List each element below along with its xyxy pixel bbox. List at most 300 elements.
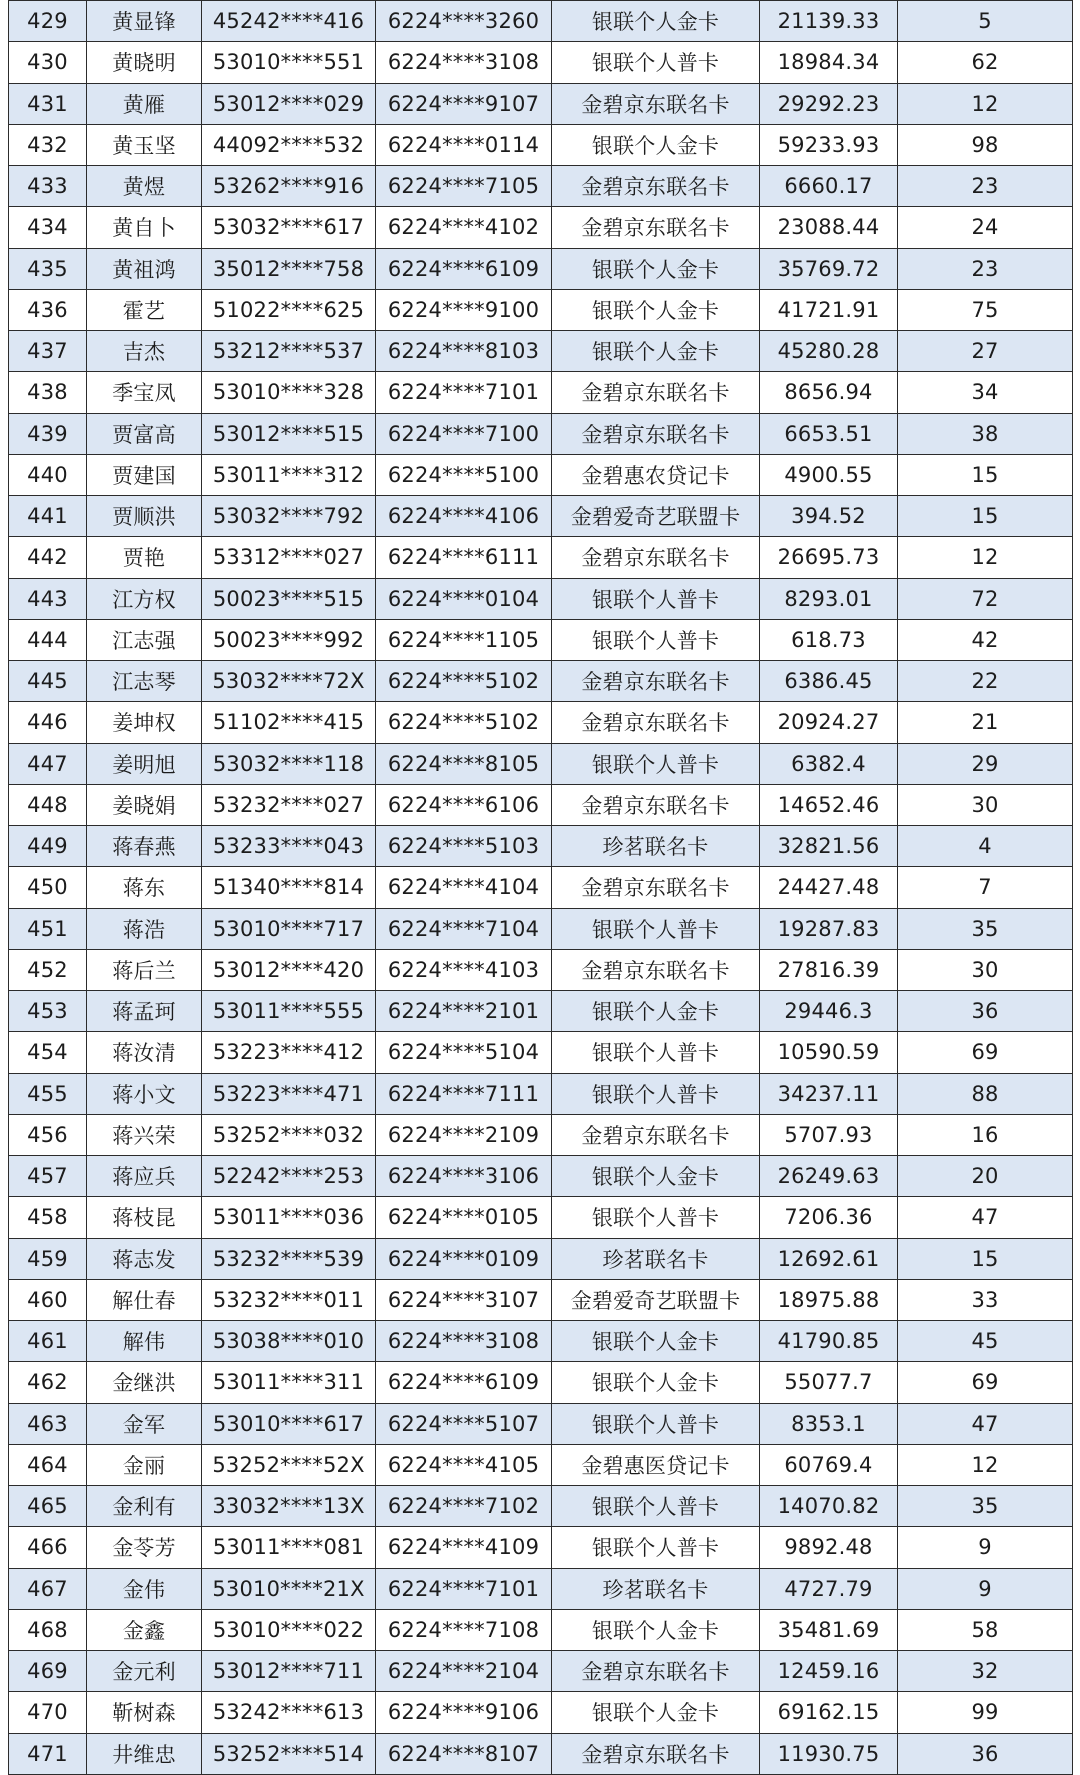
card-type-cell: 金碧京东联名卡 [552,207,760,248]
amount-cell: 7206.36 [760,1197,898,1238]
id-number-cell: 53010****617 [202,1403,376,1444]
id-number-cell: 53232****027 [202,784,376,825]
row-number-cell: 466 [9,1527,87,1568]
count-cell: 30 [898,949,1073,990]
table-row [9,578,1073,619]
row-number-cell: 469 [9,1651,87,1692]
id-number-cell: 53252****52X [202,1444,376,1485]
table-row [9,1486,1073,1527]
row-number-cell: 455 [9,1073,87,1114]
card-number-cell: 6224****0114 [376,124,552,165]
card-number-cell: 6224****4105 [376,1444,552,1485]
card-number-cell: 6224****5100 [376,454,552,495]
table-row [9,1321,1073,1362]
card-type-cell: 银联个人普卡 [552,1486,760,1527]
id-number-cell: 53011****081 [202,1527,376,1568]
table-row [9,1609,1073,1650]
table-row [9,496,1073,537]
id-number-cell: 33032****13X [202,1486,376,1527]
table-row [9,372,1073,413]
table-row [9,1197,1073,1238]
holder-name-cell: 蒋兴荣 [87,1114,202,1155]
amount-cell: 60769.4 [760,1444,898,1485]
amount-cell: 34237.11 [760,1073,898,1114]
count-cell: 47 [898,1197,1073,1238]
table-row [9,784,1073,825]
card-type-cell: 银联个人普卡 [552,1527,760,1568]
card-number-cell: 6224****3106 [376,1156,552,1197]
holder-name-cell: 蒋小文 [87,1073,202,1114]
holder-name-cell: 蒋后兰 [87,949,202,990]
card-number-cell: 6224****6109 [376,1362,552,1403]
id-number-cell: 53032****118 [202,743,376,784]
id-number-cell: 50023****515 [202,578,376,619]
table-row [9,867,1073,908]
amount-cell: 26249.63 [760,1156,898,1197]
row-number-cell: 441 [9,496,87,537]
amount-cell: 26695.73 [760,537,898,578]
row-number-cell: 450 [9,867,87,908]
card-number-cell: 6224****2109 [376,1114,552,1155]
holder-name-cell: 金丽 [87,1444,202,1485]
amount-cell: 6653.51 [760,413,898,454]
count-cell: 24 [898,207,1073,248]
amount-cell: 618.73 [760,619,898,660]
id-number-cell: 50023****992 [202,619,376,660]
id-number-cell: 53212****537 [202,331,376,372]
amount-cell: 23088.44 [760,207,898,248]
card-number-cell: 6224****4104 [376,867,552,908]
card-number-cell: 6224****5107 [376,1403,552,1444]
card-type-cell: 珍茗联名卡 [552,1568,760,1609]
holder-name-cell: 金元利 [87,1651,202,1692]
table-row [9,908,1073,949]
row-number-cell: 440 [9,454,87,495]
card-type-cell: 金碧京东联名卡 [552,949,760,990]
table-row [9,1527,1073,1568]
card-number-cell: 6224****2104 [376,1651,552,1692]
count-cell: 4 [898,826,1073,867]
holder-name-cell: 金利有 [87,1486,202,1527]
card-type-cell: 金碧爱奇艺联盟卡 [552,496,760,537]
count-cell: 38 [898,413,1073,454]
id-number-cell: 53223****412 [202,1032,376,1073]
id-number-cell: 53011****311 [202,1362,376,1403]
row-number-cell: 457 [9,1156,87,1197]
card-number-cell: 6224****7101 [376,372,552,413]
id-number-cell: 53010****21X [202,1568,376,1609]
table-row [9,1,1073,42]
row-number-cell: 444 [9,619,87,660]
row-number-cell: 429 [9,1,87,42]
holder-name-cell: 姜晓娟 [87,784,202,825]
card-number-cell: 6224****0109 [376,1238,552,1279]
count-cell: 9 [898,1568,1073,1609]
row-number-cell: 448 [9,784,87,825]
count-cell: 27 [898,331,1073,372]
amount-cell: 45280.28 [760,331,898,372]
id-number-cell: 53232****011 [202,1279,376,1320]
card-number-cell: 6224****1105 [376,619,552,660]
row-number-cell: 449 [9,826,87,867]
count-cell: 45 [898,1321,1073,1362]
id-number-cell: 53232****539 [202,1238,376,1279]
holder-name-cell: 蒋东 [87,867,202,908]
count-cell: 33 [898,1279,1073,1320]
card-type-cell: 银联个人金卡 [552,1321,760,1362]
holder-name-cell: 金鑫 [87,1609,202,1650]
row-number-cell: 462 [9,1362,87,1403]
count-cell: 30 [898,784,1073,825]
holder-name-cell: 金伟 [87,1568,202,1609]
amount-cell: 20924.27 [760,702,898,743]
card-type-cell: 银联个人普卡 [552,578,760,619]
count-cell: 12 [898,1444,1073,1485]
holder-name-cell: 黄显锋 [87,1,202,42]
holder-name-cell: 蒋浩 [87,908,202,949]
amount-cell: 21139.33 [760,1,898,42]
row-number-cell: 437 [9,331,87,372]
amount-cell: 12692.61 [760,1238,898,1279]
card-number-cell: 6224****0104 [376,578,552,619]
holder-name-cell: 黄雁 [87,83,202,124]
row-number-cell: 452 [9,949,87,990]
row-number-cell: 434 [9,207,87,248]
count-cell: 75 [898,289,1073,330]
amount-cell: 69162.15 [760,1692,898,1733]
amount-cell: 35481.69 [760,1609,898,1650]
card-number-cell: 6224****9100 [376,289,552,330]
amount-cell: 10590.59 [760,1032,898,1073]
id-number-cell: 53032****792 [202,496,376,537]
card-number-cell: 6224****7104 [376,908,552,949]
card-type-cell: 银联个人金卡 [552,124,760,165]
row-number-cell: 456 [9,1114,87,1155]
table-row [9,619,1073,660]
id-number-cell: 53032****617 [202,207,376,248]
row-number-cell: 435 [9,248,87,289]
holder-name-cell: 贾建国 [87,454,202,495]
card-type-cell: 金碧京东联名卡 [552,867,760,908]
holder-name-cell: 靳树森 [87,1692,202,1733]
table-row [9,1403,1073,1444]
row-number-cell: 463 [9,1403,87,1444]
table-row [9,83,1073,124]
amount-cell: 8353.1 [760,1403,898,1444]
row-number-cell: 439 [9,413,87,454]
row-number-cell: 453 [9,991,87,1032]
table-row [9,991,1073,1032]
row-number-cell: 442 [9,537,87,578]
card-number-cell: 6224****7111 [376,1073,552,1114]
table-body [9,1,1073,1775]
card-number-cell: 6224****5103 [376,826,552,867]
card-number-cell: 6224****4103 [376,949,552,990]
amount-cell: 8656.94 [760,372,898,413]
holder-name-cell: 金苓芳 [87,1527,202,1568]
table-row [9,1651,1073,1692]
row-number-cell: 461 [9,1321,87,1362]
id-number-cell: 52242****253 [202,1156,376,1197]
count-cell: 20 [898,1156,1073,1197]
id-number-cell: 53223****471 [202,1073,376,1114]
count-cell: 9 [898,1527,1073,1568]
holder-name-cell: 江志琴 [87,661,202,702]
id-number-cell: 51340****814 [202,867,376,908]
count-cell: 23 [898,248,1073,289]
amount-cell: 29446.3 [760,991,898,1032]
count-cell: 12 [898,537,1073,578]
row-number-cell: 451 [9,908,87,949]
card-type-cell: 金碧京东联名卡 [552,537,760,578]
card-type-cell: 银联个人金卡 [552,1156,760,1197]
row-number-cell: 467 [9,1568,87,1609]
card-type-cell: 金碧京东联名卡 [552,1114,760,1155]
holder-name-cell: 贾顺洪 [87,496,202,537]
card-type-cell: 银联个人普卡 [552,1403,760,1444]
amount-cell: 6382.4 [760,743,898,784]
holder-name-cell: 吉杰 [87,331,202,372]
card-type-cell: 金碧京东联名卡 [552,661,760,702]
holder-name-cell: 蒋枝昆 [87,1197,202,1238]
id-number-cell: 53233****043 [202,826,376,867]
amount-cell: 5707.93 [760,1114,898,1155]
card-type-cell: 银联个人普卡 [552,42,760,83]
card-type-cell: 银联个人金卡 [552,1362,760,1403]
amount-cell: 394.52 [760,496,898,537]
id-number-cell: 45242****416 [202,1,376,42]
count-cell: 35 [898,1486,1073,1527]
table-row [9,248,1073,289]
count-cell: 88 [898,1073,1073,1114]
table-row [9,1279,1073,1320]
row-number-cell: 447 [9,743,87,784]
amount-cell: 4727.79 [760,1568,898,1609]
count-cell: 16 [898,1114,1073,1155]
holder-name-cell: 黄祖鸿 [87,248,202,289]
holder-name-cell: 蒋志发 [87,1238,202,1279]
row-number-cell: 436 [9,289,87,330]
card-number-cell: 6224****5102 [376,661,552,702]
count-cell: 47 [898,1403,1073,1444]
card-type-cell: 银联个人金卡 [552,289,760,330]
card-number-cell: 6224****7108 [376,1609,552,1650]
card-type-cell: 银联个人普卡 [552,619,760,660]
card-type-cell: 银联个人金卡 [552,331,760,372]
row-number-cell: 460 [9,1279,87,1320]
table-row [9,1032,1073,1073]
id-number-cell: 53010****717 [202,908,376,949]
amount-cell: 59233.93 [760,124,898,165]
card-number-cell: 6224****8105 [376,743,552,784]
table-row [9,661,1073,702]
table-row [9,331,1073,372]
amount-cell: 8293.01 [760,578,898,619]
amount-cell: 4900.55 [760,454,898,495]
card-number-cell: 6224****5102 [376,702,552,743]
amount-cell: 6386.45 [760,661,898,702]
card-type-cell: 金碧京东联名卡 [552,413,760,454]
card-type-cell: 银联个人普卡 [552,1032,760,1073]
row-number-cell: 471 [9,1733,87,1774]
card-number-cell: 6224****7105 [376,166,552,207]
card-type-cell: 银联个人普卡 [552,1197,760,1238]
card-number-cell: 6224****3108 [376,42,552,83]
count-cell: 72 [898,578,1073,619]
card-type-cell: 金碧京东联名卡 [552,702,760,743]
count-cell: 15 [898,1238,1073,1279]
id-number-cell: 53012****420 [202,949,376,990]
id-number-cell: 53011****036 [202,1197,376,1238]
amount-cell: 24427.48 [760,867,898,908]
card-holder-table [8,0,1073,1775]
card-type-cell: 银联个人金卡 [552,991,760,1032]
amount-cell: 29292.23 [760,83,898,124]
count-cell: 15 [898,496,1073,537]
row-number-cell: 445 [9,661,87,702]
count-cell: 32 [898,1651,1073,1692]
id-number-cell: 53242****613 [202,1692,376,1733]
card-number-cell: 6224****3108 [376,1321,552,1362]
table-row [9,537,1073,578]
card-number-cell: 6224****7101 [376,1568,552,1609]
count-cell: 69 [898,1032,1073,1073]
id-number-cell: 53010****022 [202,1609,376,1650]
holder-name-cell: 金军 [87,1403,202,1444]
holder-name-cell: 霍艺 [87,289,202,330]
table-row [9,124,1073,165]
card-type-cell: 银联个人普卡 [552,743,760,784]
holder-name-cell: 黄晓明 [87,42,202,83]
table-row [9,207,1073,248]
holder-name-cell: 姜坤权 [87,702,202,743]
table-row [9,949,1073,990]
row-number-cell: 446 [9,702,87,743]
card-number-cell: 6224****2101 [376,991,552,1032]
holder-name-cell: 贾艳 [87,537,202,578]
card-type-cell: 金碧京东联名卡 [552,1733,760,1774]
card-number-cell: 6224****6111 [376,537,552,578]
card-number-cell: 6224****9106 [376,1692,552,1733]
card-number-cell: 6224****8103 [376,331,552,372]
count-cell: 35 [898,908,1073,949]
table-row [9,702,1073,743]
amount-cell: 41790.85 [760,1321,898,1362]
table-row [9,42,1073,83]
row-number-cell: 465 [9,1486,87,1527]
amount-cell: 18975.88 [760,1279,898,1320]
holder-name-cell: 蒋孟珂 [87,991,202,1032]
table-row [9,1444,1073,1485]
card-number-cell: 6224****7100 [376,413,552,454]
row-number-cell: 430 [9,42,87,83]
count-cell: 58 [898,1609,1073,1650]
amount-cell: 18984.34 [760,42,898,83]
row-number-cell: 459 [9,1238,87,1279]
row-number-cell: 443 [9,578,87,619]
holder-name-cell: 季宝凤 [87,372,202,413]
card-type-cell: 金碧京东联名卡 [552,166,760,207]
count-cell: 22 [898,661,1073,702]
count-cell: 36 [898,991,1073,1032]
table-row [9,1238,1073,1279]
card-type-cell: 金碧惠医贷记卡 [552,1444,760,1485]
table-row [9,743,1073,784]
amount-cell: 19287.83 [760,908,898,949]
card-number-cell: 6224****4106 [376,496,552,537]
card-type-cell: 银联个人普卡 [552,908,760,949]
card-type-cell: 银联个人金卡 [552,248,760,289]
id-number-cell: 53012****711 [202,1651,376,1692]
table-row [9,454,1073,495]
table-row [9,1156,1073,1197]
table-row [9,289,1073,330]
id-number-cell: 53032****72X [202,661,376,702]
card-number-cell: 6224****4102 [376,207,552,248]
holder-name-cell: 蒋春燕 [87,826,202,867]
id-number-cell: 44092****532 [202,124,376,165]
card-type-cell: 金碧京东联名卡 [552,372,760,413]
amount-cell: 41721.91 [760,289,898,330]
count-cell: 12 [898,83,1073,124]
id-number-cell: 51022****625 [202,289,376,330]
id-number-cell: 53312****027 [202,537,376,578]
id-number-cell: 53262****916 [202,166,376,207]
id-number-cell: 35012****758 [202,248,376,289]
holder-name-cell: 贾富高 [87,413,202,454]
card-type-cell: 珍茗联名卡 [552,1238,760,1279]
count-cell: 15 [898,454,1073,495]
card-number-cell: 6224****3107 [376,1279,552,1320]
card-type-cell: 金碧爱奇艺联盟卡 [552,1279,760,1320]
card-number-cell: 6224****6106 [376,784,552,825]
holder-name-cell: 解伟 [87,1321,202,1362]
id-number-cell: 53011****312 [202,454,376,495]
row-number-cell: 454 [9,1032,87,1073]
card-type-cell: 金碧惠农贷记卡 [552,454,760,495]
amount-cell: 6660.17 [760,166,898,207]
count-cell: 42 [898,619,1073,660]
row-number-cell: 431 [9,83,87,124]
holder-name-cell: 黄自卜 [87,207,202,248]
table-row [9,1568,1073,1609]
card-number-cell: 6224****4109 [376,1527,552,1568]
card-type-cell: 银联个人金卡 [552,1692,760,1733]
row-number-cell: 432 [9,124,87,165]
table-row [9,1114,1073,1155]
id-number-cell: 53252****514 [202,1733,376,1774]
card-type-cell: 银联个人金卡 [552,1609,760,1650]
id-number-cell: 53012****029 [202,83,376,124]
row-number-cell: 433 [9,166,87,207]
card-number-cell: 6224****5104 [376,1032,552,1073]
holder-name-cell: 江志强 [87,619,202,660]
amount-cell: 12459.16 [760,1651,898,1692]
holder-name-cell: 蒋汝清 [87,1032,202,1073]
count-cell: 34 [898,372,1073,413]
amount-cell: 27816.39 [760,949,898,990]
card-type-cell: 金碧京东联名卡 [552,83,760,124]
card-holder-table-sheet [8,0,1072,1775]
table-row [9,826,1073,867]
count-cell: 98 [898,124,1073,165]
holder-name-cell: 黄玉坚 [87,124,202,165]
table-row [9,413,1073,454]
table-row [9,1692,1073,1733]
id-number-cell: 53011****555 [202,991,376,1032]
holder-name-cell: 蒋应兵 [87,1156,202,1197]
card-number-cell: 6224****0105 [376,1197,552,1238]
